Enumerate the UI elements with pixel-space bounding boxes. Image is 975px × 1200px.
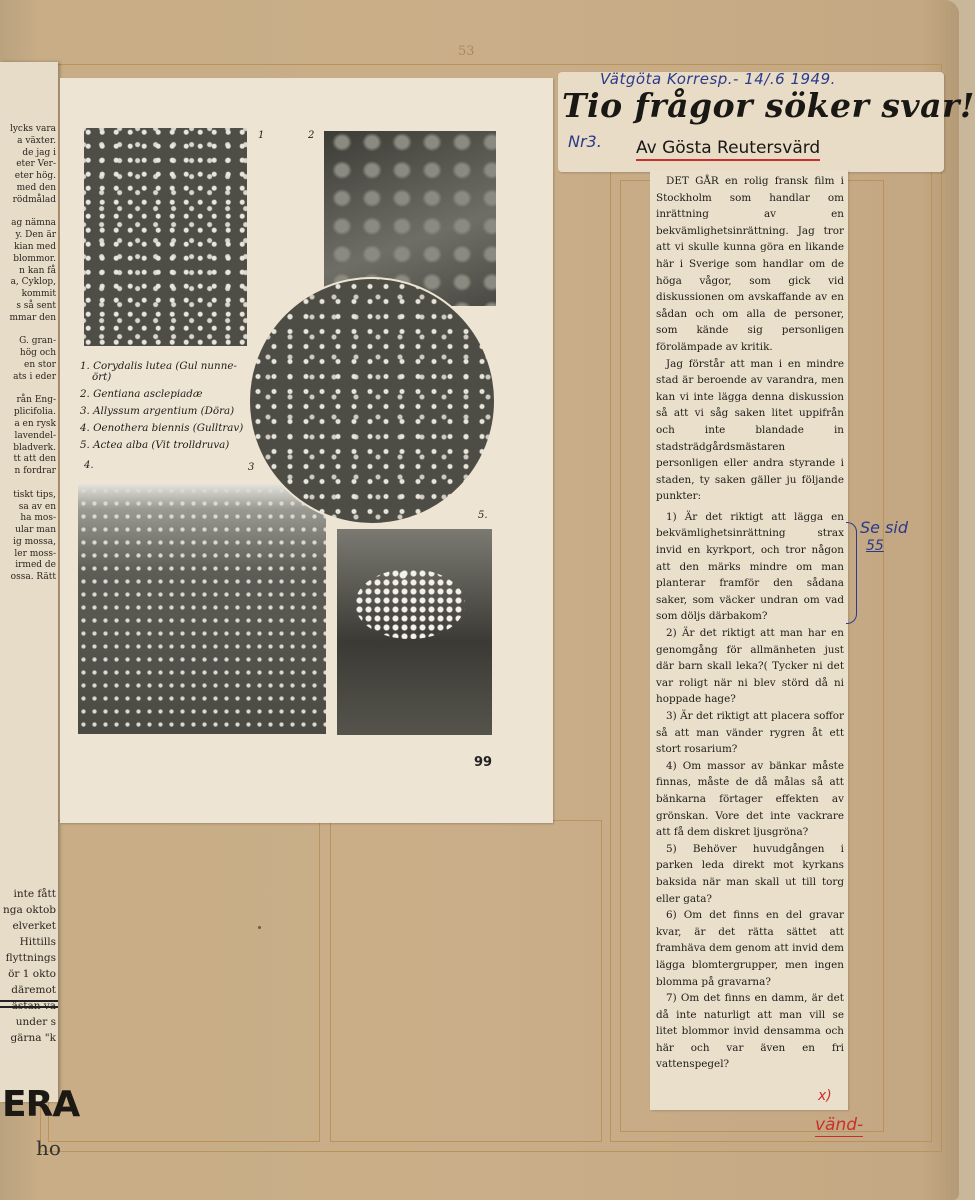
strip-text-line: lavendel- (14, 430, 56, 441)
article-question: 6) Om det finns en del gravar kvar, är det rätta sättet att framhäva dem genom att invid dem lägga blomtergrupper, men ingen blomma på gravarna? (656, 909, 844, 988)
photo-allyssum (248, 277, 496, 525)
strip-text-line: ag nämna (11, 218, 56, 229)
caption-line: 4. Oenothera biennis (Gulltrav) (80, 422, 244, 434)
strip-text-line: ler moss- (14, 548, 56, 559)
handwritten-brace (846, 522, 857, 624)
strip-text-line (0, 478, 56, 490)
strip-text-line: ossa. Rätt (10, 572, 56, 583)
photo-actea (337, 529, 492, 735)
strip-text-line (0, 384, 56, 396)
strip-text-line (0, 325, 56, 337)
caption-line: 1. Corydalis lutea (Gul nunne- (80, 360, 237, 372)
strip-big-text: ERA (2, 1084, 80, 1125)
article-question: 4) Om massor av bänkar måste finnas, måste de då målas så att bänkarna förtager effekten av grönskan. Vore det inte vackrare att få dem diskret ljusgröna? (656, 759, 844, 839)
handwritten-page-ref: 55 (866, 538, 884, 554)
strip-text-line: eter Ver- (16, 159, 56, 170)
article-question: 5) Behöver huvudgången i parken leda direkt mot kyrkans baksida när man skall ut till torg eller gata? (656, 842, 844, 905)
strip-bottom-text (0, 886, 56, 1046)
strip-text-line: flyttnings (5, 952, 56, 964)
strip-text-line (0, 207, 56, 219)
photo-number: 4. (84, 460, 94, 471)
strip-text-line: inte fått (13, 888, 56, 900)
strip-text-line: ig mossa, (13, 536, 56, 547)
strip-text-line: G. gran- (19, 336, 56, 347)
flower-cluster (355, 569, 465, 639)
strip-text-line: med den (16, 182, 56, 193)
strip-text-line: blommor. (13, 253, 56, 264)
strip-text-line: eter hög. (14, 171, 56, 182)
strip-text-line: nga oktob (2, 904, 56, 916)
photo-number: 3 (248, 462, 255, 473)
left-newspaper-strip (0, 62, 80, 1160)
strip-text-line: elverket (12, 920, 56, 932)
article-question: 2) Är det riktigt att man har en genomgång för allmänheten just där barn skall leka?( Tycker ni det var roligt när ni blev störd då ni hoppade hage? (656, 627, 844, 706)
headline-clipping (558, 70, 975, 172)
photo-number: 5. (478, 510, 488, 521)
strip-text-line: hög och (19, 348, 56, 359)
strip-text-line: tt att den (13, 454, 56, 465)
article-question: 7) Om det finns en damm, är det då inte naturligt att man vill se litet blommor invid densamma och här och var även en fri vattenspegel? (656, 992, 844, 1071)
caption-line: ört) (92, 371, 112, 383)
handwritten-x-mark: x) (818, 1088, 832, 1104)
article-question: 1) Är det riktigt att lägga en bekvämlighetsinrättning strax invid en kyrkport, och tror någon att den märks mindre om man planterar framför den sådana saker, som väcker undran om vad som döljs därbakom? (656, 510, 844, 623)
handwritten-number: Nr3. (568, 132, 602, 151)
article-paragraph: DET GÅR en rolig fransk film i Stockholm som handlar om inrättning av en bekvämlighetsinrättning. Jag tror att vi skulle kunna göra en likande här i Sverige som handlar om de höga vågor, som gick vid diskussionen om avskaffande av en sådan och om alla de personer, som kände sig personligen förolämpade av kritik. (656, 175, 844, 353)
strip-text-line: irmed de (15, 560, 56, 571)
strip-small-text: ho (36, 1136, 61, 1160)
page-frame-middle (330, 820, 602, 1142)
strip-text-line: kommit (21, 289, 56, 300)
photo-captions (80, 358, 270, 454)
strip-text-line: kian med (14, 241, 56, 252)
paper-speck (258, 926, 261, 929)
strip-text-line: Hittills (19, 936, 56, 948)
article-paragraph: Jag förstår att man i en mindre stad är beroende av varandra, men kan vi inte lägga denna diskussion så att vi såg saken litet uppifrån och inte blandade in stadsträdgårdsmästaren personligen eller andra styrande i staden, ty saken gäller ju följande punkter: (656, 357, 844, 503)
photo-oenothera (78, 484, 326, 734)
strip-divider (0, 1006, 58, 1008)
strip-text-line: s så sent (16, 300, 56, 311)
strip-text-line: mmar den (9, 312, 56, 323)
strip-text-line: plicifolia. (13, 407, 56, 418)
strip-divider (0, 1000, 58, 1002)
handwritten-source-note: Vätgöta Korresp.- 14/.6 1949. (600, 70, 836, 88)
strip-text-line: ats i eder (13, 371, 56, 382)
strip-text-line: n fordrar (14, 466, 56, 477)
article-body (656, 173, 844, 1073)
strip-text-line: n kan få (19, 265, 56, 276)
caption-line: 5. Actea alba (Vit trolldruva) (80, 439, 230, 451)
article-column (650, 170, 848, 1110)
strip-text-line: däremot (11, 984, 56, 996)
photo-plate (60, 78, 553, 823)
strip-text-line: lycks vara (9, 124, 56, 134)
photo-number: 2 (308, 130, 315, 141)
strip-top-text (0, 124, 56, 584)
strip-text-line: a växter. (17, 135, 56, 146)
article-title: Tio frågor söker svar! (562, 86, 975, 125)
plate-page-number: 99 (474, 755, 493, 770)
strip-text-line: gärna "k (10, 1032, 56, 1044)
strip-text-line: y. Den är (15, 230, 56, 241)
photo-number: 1 (258, 130, 265, 141)
album-page-number: 53 (458, 44, 475, 59)
strip-text-line: sa av en (18, 501, 56, 512)
strip-text-line: en stor (24, 359, 56, 370)
strip-text-line: a en rysk (14, 418, 56, 429)
caption-line: 3. Allyssum argentium (Döra) (80, 405, 235, 417)
page-frame-left (48, 820, 320, 1142)
photo-corydalis (84, 128, 247, 346)
strip-text-line: de jag i (22, 147, 56, 158)
strip-text-line: ha mos- (20, 513, 56, 524)
strip-text-line: rödmålad (12, 194, 56, 205)
strip-text-line: ular man (15, 525, 56, 536)
strip-text-line: bladverk. (13, 442, 56, 453)
article-byline: Av Gösta Reutersvärd (636, 138, 820, 161)
strip-text-line: rån Eng- (16, 395, 56, 406)
strip-text-line: a, Cyklop, (10, 277, 56, 288)
handwritten-se-sid: Se sid (860, 518, 909, 537)
strip-text-line: ästan va (11, 1000, 56, 1012)
strip-text-line: ör 1 okto (8, 968, 56, 980)
article-question: 3) Är det riktigt att placera soffor så att man vänder rygren åt ett stort rosarium? (656, 710, 844, 756)
strip-text-line: tiskt tips, (13, 489, 56, 500)
handwritten-vand: vänd- (815, 1115, 864, 1135)
strip-text-line: under s (15, 1016, 56, 1028)
caption-line: 2. Gentiana asclepiadæ (80, 388, 203, 400)
